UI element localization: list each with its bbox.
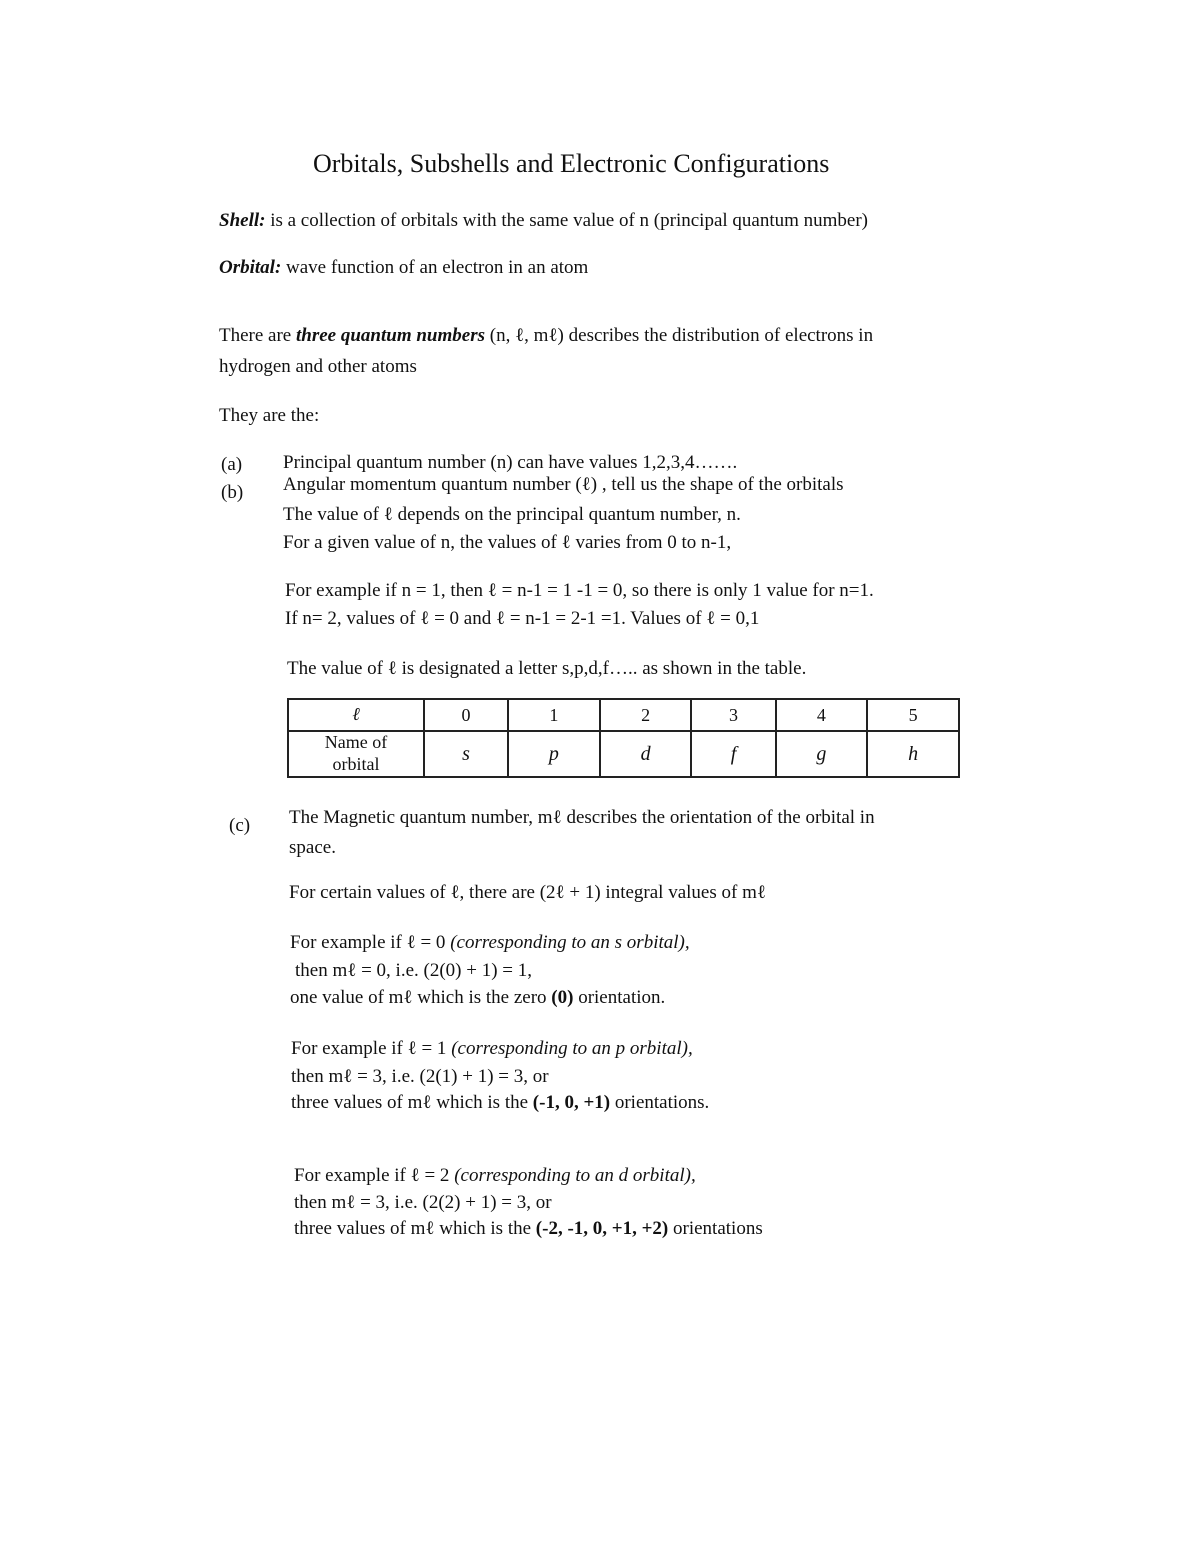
intro-text: There are bbox=[219, 325, 292, 346]
item-b-line-2: The value of ℓ depends on the principal quantum number, n. bbox=[283, 504, 741, 525]
item-c-p-example-1 bbox=[291, 1036, 693, 1062]
table-cell-value: 2 bbox=[600, 699, 692, 731]
item-a-text: Principal quantum number (n) can have values 1,2,3,4……. bbox=[283, 452, 738, 473]
shell-text: is a collection of orbitals with the same value of n (principal quantum number) bbox=[270, 210, 869, 231]
table-header-name-line-1: Name of bbox=[324, 732, 388, 753]
example-text: For example if ℓ = 0 bbox=[290, 932, 446, 953]
table-cell-letter: d bbox=[600, 731, 692, 777]
table-cell-value: 5 bbox=[867, 699, 959, 731]
example-bold: (-1, 0, +1) bbox=[532, 1092, 611, 1113]
example-emphasis: (corresponding to an d orbital), bbox=[454, 1165, 696, 1186]
item-c-s-example-1 bbox=[290, 930, 690, 956]
item-c-line-3: For certain values of ℓ, there are (2ℓ + 1) integral values of mℓ bbox=[289, 882, 766, 903]
table-cell-letter: p bbox=[508, 731, 600, 777]
table-cell-letter: h bbox=[867, 731, 959, 777]
orbital-text: wave function of an electron in an atom bbox=[286, 257, 589, 278]
item-c-line-1: The Magnetic quantum number, mℓ describes the orientation of the orbital in bbox=[289, 807, 875, 828]
item-c-d-example-2: then mℓ = 3, i.e. (2(2) + 1) = 3, or bbox=[294, 1192, 552, 1213]
item-c-s-example-2: then mℓ = 0, i.e. (2(0) + 1) = 1, bbox=[295, 960, 533, 981]
example-text: orientations. bbox=[614, 1092, 710, 1113]
item-b-line-3: For a given value of n, the values of ℓ varies from 0 to n-1, bbox=[283, 532, 732, 553]
example-emphasis: (corresponding to an s orbital), bbox=[450, 932, 690, 953]
table-cell-letter: s bbox=[424, 731, 508, 777]
orbital-letter-table bbox=[287, 698, 960, 778]
item-b-example-2: If n= 2, values of ℓ = 0 and ℓ = n-1 = 2-1 =1. Values of ℓ = 0,1 bbox=[285, 608, 760, 629]
intro-line-2: hydrogen and other atoms bbox=[219, 356, 417, 377]
table-header-l: ℓ bbox=[288, 699, 424, 731]
page-title: Orbitals, Subshells and Electronic Configurations bbox=[313, 149, 830, 178]
shell-term: Shell: bbox=[219, 210, 266, 231]
intro-text: (n, ℓ, mℓ) describes the distribution of electrons in bbox=[489, 325, 874, 346]
example-emphasis: (corresponding to an p orbital), bbox=[451, 1038, 693, 1059]
table-row bbox=[288, 699, 959, 731]
item-c-p-example-3 bbox=[291, 1090, 709, 1116]
example-text: For example if ℓ = 2 bbox=[294, 1165, 450, 1186]
orbital-definition bbox=[219, 255, 588, 281]
item-c-line-2: space. bbox=[289, 837, 336, 858]
example-text: For example if ℓ = 1 bbox=[291, 1038, 447, 1059]
intro-line-1 bbox=[219, 323, 873, 349]
item-b-line-1: Angular momentum quantum number (ℓ) , tell us the shape of the orbitals bbox=[283, 474, 844, 495]
example-text: orientation. bbox=[578, 987, 666, 1008]
example-bold: (-2, -1, 0, +1, +2) bbox=[535, 1218, 669, 1239]
table-cell-value: 3 bbox=[691, 699, 775, 731]
shell-definition bbox=[219, 208, 868, 234]
table-cell-letter: f bbox=[691, 731, 775, 777]
item-b-table-intro: The value of ℓ is designated a letter s,p,d,f….. as shown in the table. bbox=[287, 658, 807, 679]
item-b-example-1: For example if n = 1, then ℓ = n-1 = 1 -1 = 0, so there is only 1 value for n=1. bbox=[285, 580, 874, 601]
example-bold: (0) bbox=[551, 987, 574, 1008]
table-header-name bbox=[288, 731, 424, 777]
example-text: three values of mℓ which is the bbox=[294, 1218, 532, 1239]
item-b-marker: (b) bbox=[221, 482, 244, 503]
table-cell-value: 4 bbox=[776, 699, 868, 731]
item-c-d-example-3 bbox=[294, 1216, 763, 1242]
intro-emphasis: three quantum numbers bbox=[296, 325, 485, 346]
table-cell-letter: g bbox=[776, 731, 868, 777]
table-row bbox=[288, 731, 959, 777]
example-text: orientations bbox=[673, 1218, 763, 1239]
intro-they-are: They are the: bbox=[219, 405, 320, 426]
example-text: three values of mℓ which is the bbox=[291, 1092, 529, 1113]
table-header-name-line-2: orbital bbox=[332, 754, 380, 774]
item-c-d-example-1 bbox=[294, 1163, 696, 1189]
orbital-term: Orbital: bbox=[219, 257, 282, 278]
item-c-p-example-2: then mℓ = 3, i.e. (2(1) + 1) = 3, or bbox=[291, 1066, 549, 1087]
item-c-marker: (c) bbox=[229, 815, 251, 836]
item-c-s-example-3 bbox=[290, 985, 665, 1011]
table-cell-value: 1 bbox=[508, 699, 600, 731]
example-text: one value of mℓ which is the zero bbox=[290, 987, 547, 1008]
table-cell-value: 0 bbox=[424, 699, 508, 731]
item-a-marker: (a) bbox=[221, 454, 243, 475]
